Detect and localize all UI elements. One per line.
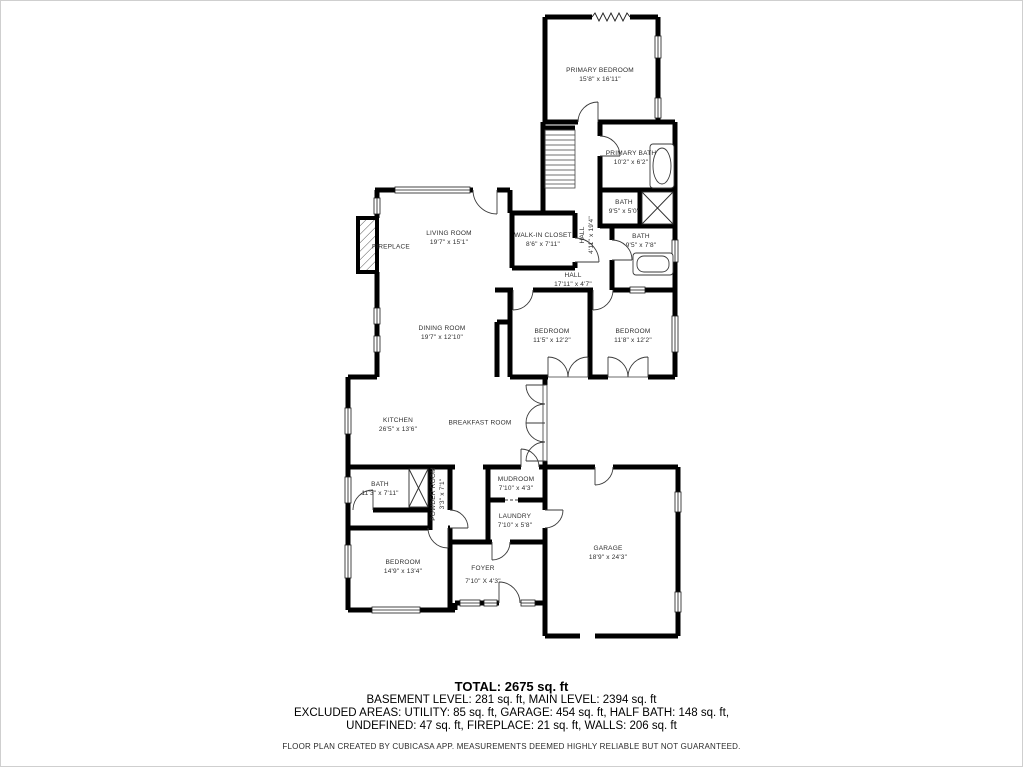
room-label-bath-mid — [626, 232, 657, 250]
room-dims: 8'6" x 7'11" — [526, 241, 560, 248]
room-name: WALK-IN CLOSET — [514, 231, 572, 239]
room-label-bedroom-2 — [614, 327, 652, 345]
room-name: POWDER ROOM — [429, 467, 437, 521]
room-label-hall-lower — [554, 271, 592, 289]
room-label-primary-bath — [606, 149, 656, 167]
room-name: PRIMARY BEDROOM — [566, 66, 634, 74]
room-dims: 4'11" x 19'4" — [588, 216, 595, 254]
excluded-areas-2: UNDEFINED: 47 sq. ft, FIREPLACE: 21 sq. ft, WALLS: 206 sq. ft — [346, 720, 677, 732]
room-name: LIVING ROOM — [426, 229, 472, 237]
room-name: BATH — [371, 480, 389, 488]
room-dims: 19'7" x 15'1" — [429, 239, 469, 246]
room-dims: 7'10" x 5'8" — [497, 522, 533, 529]
room-label-fireplace — [372, 242, 410, 251]
room-name: BATH — [615, 198, 633, 206]
room-name: GARAGE — [593, 544, 623, 552]
room-name: BEDROOM — [534, 327, 570, 335]
room-dims: 15'8" x 16'11" — [579, 76, 621, 83]
room-dims: 9'5" x 7'8" — [625, 242, 657, 249]
room-label-foyer — [465, 562, 501, 588]
room-name: KITCHEN — [383, 416, 413, 424]
room-dims: 3'3" x 7'1" — [439, 478, 446, 510]
room-dims: 9'5" x 5'0" — [608, 208, 640, 215]
room-label-bedroom-1 — [533, 327, 571, 345]
room-label-primary-bedroom — [566, 66, 634, 84]
room-name: HALL — [578, 226, 586, 244]
room-dims: 7'10" x 4'3" — [498, 485, 534, 492]
room-label-breakfast-room — [449, 418, 512, 427]
total-area: TOTAL: 2675 sq. ft — [454, 679, 569, 694]
room-dims: 19'7" x 12'10" — [420, 334, 464, 341]
room-name: HALL — [564, 271, 582, 279]
room-name: BEDROOM — [615, 327, 651, 335]
room-dims: 26'5" x 13'6" — [378, 426, 418, 433]
room-label-hall-upper — [578, 216, 596, 254]
room-name: FIREPLACE — [372, 243, 410, 251]
room-name: DINING ROOM — [418, 324, 466, 332]
room-dims: 14'9" x 13'4" — [383, 568, 423, 575]
room-label-mudroom — [498, 475, 534, 493]
room-dims: 10'2" x 6'2" — [613, 159, 649, 166]
curtain-window — [592, 13, 630, 21]
room-name: PRIMARY BATH — [605, 149, 657, 157]
room-dims: 11'8" x 12'2" — [614, 337, 652, 344]
room-label-laundry — [498, 512, 532, 530]
stairs — [545, 130, 575, 188]
room-label-bedroom-3 — [384, 558, 422, 576]
room-label-dining-room — [419, 324, 466, 342]
room-label-powder-room — [429, 467, 447, 520]
area-summary — [0, 680, 1023, 752]
room-dims: 17'11" x 4'7" — [554, 281, 592, 288]
room-dims: 7'10" X 4'3" — [465, 578, 501, 585]
room-name: BEDROOM — [385, 558, 421, 566]
excluded-areas-1: EXCLUDED AREAS: UTILITY: 85 sq. ft, GARAGE: 454 sq. ft, HALF BATH: 148 sq. ft, — [293, 707, 730, 719]
room-name: LAUNDRY — [498, 512, 532, 520]
room-name: BREAKFAST ROOM — [448, 419, 512, 427]
room-name: FOYER — [471, 565, 495, 572]
room-label-bath-lower — [361, 480, 398, 498]
room-label-garage — [589, 544, 627, 562]
room-dims: 11'5" x 12'2" — [533, 337, 571, 344]
level-areas: BASEMENT LEVEL: 281 sq. ft, MAIN LEVEL: 2394 sq. ft — [366, 694, 657, 706]
room-label-bath-small — [609, 198, 640, 216]
room-name: MUDROOM — [497, 475, 535, 483]
disclaimer: FLOOR PLAN CREATED BY CUBICASA APP. MEASUREMENTS DEEMED HIGHLY RELIABLE BUT NOT GUARANTEED. — [282, 742, 741, 751]
room-label-kitchen — [379, 416, 417, 434]
closet-doors — [548, 357, 648, 377]
room-dims: 18'9" x 24'3" — [588, 554, 628, 561]
room-name: BATH — [632, 232, 650, 240]
room-label-living-room — [426, 229, 472, 247]
room-label-walk-in-closet — [514, 231, 571, 249]
room-dims: 11'3" x 7'11" — [361, 490, 399, 497]
